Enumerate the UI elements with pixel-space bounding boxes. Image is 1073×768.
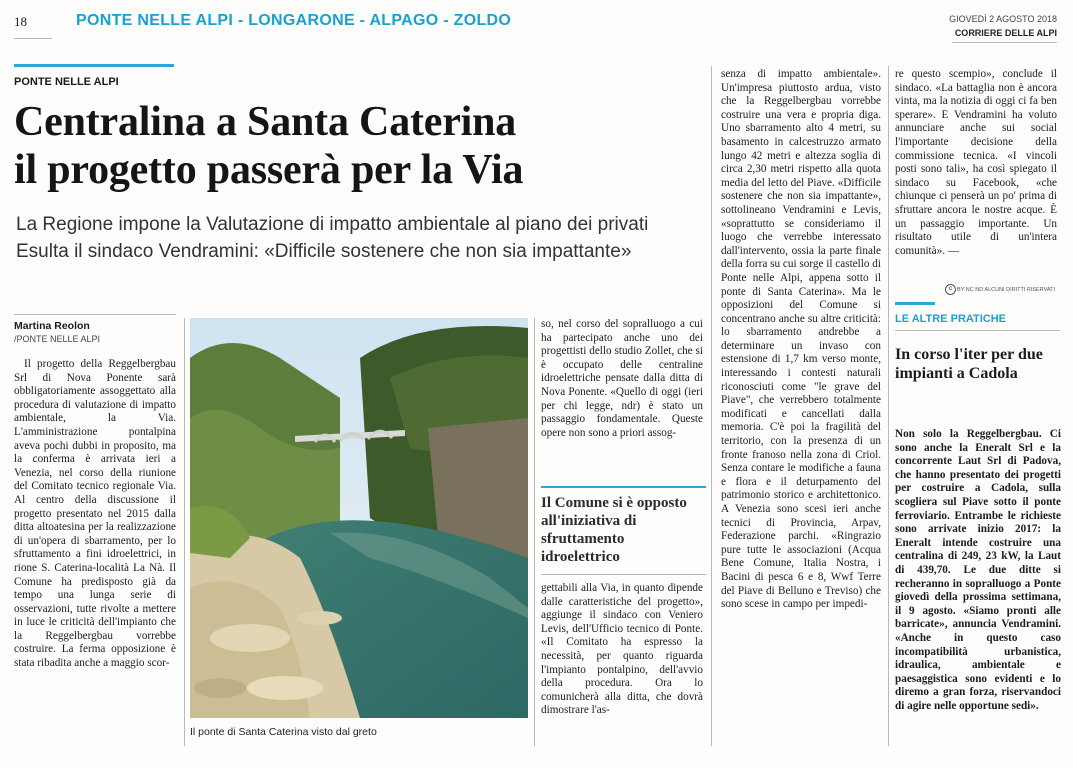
kicker-rule: [14, 64, 174, 67]
subhead-line-1: La Regione impone la Valutazione di impatto ambientale al piano dei privati: [16, 214, 649, 235]
header-rule-right: [952, 42, 1057, 43]
author-place: /PONTE NELLE ALPI: [14, 334, 101, 344]
column-divider: [711, 66, 712, 746]
author-name: Martina Reolon: [14, 320, 90, 332]
headline-line-2: il progetto passerà per la Via: [14, 147, 524, 193]
article-column-1: [14, 358, 176, 746]
byline-rule: [14, 314, 176, 315]
column-divider: [534, 318, 535, 746]
article-text: senza di impatto ambientale». Un'impresa piuttosto ardua, visto che la Reggelbergbau vorrebbe costruire una vera e propria diga. Uno sbarramento alto 4 metri, su basamento in calcestruzzo armato lungo 42 metri e altezza soglia di circa 2,30 metri rispetto alla quota media del letto del Piave. «Difficile sostenere che non sia impattante», sottolineano Vendramini e Levis, «soprattutto se consideriamo il luogo che verrebbe interessato dall'intervento, ossia la parte finale della forra su cui sorge il castello di Ponte nelle Alpi, appena sotto il ponte di Santa Caterina». Ma le opposizioni del Comune si concentrano anche su altre criticità: lo sbarramento andrebbe a determinare un invaso con estensione di 1,7 km verso monte, interessando i contesti naturali riconosciuti come "le grave del Piave", che verrebbero totalmente modificati e cancellati dalla memoria. C'è poi la fragilità del territorio, con la presenza di un fronte franoso nella zona di Criol. Senza contare le modifiche a fauna e flora e il deturpamento del patrimonio storico e architettonico. A Venezia sono scesi ieri anche tecnici di Provincia, Arpav, Federazione parchi. «Ringrazio pure tutte le associazioni (Acqua Bene Comune, Italia Nostra, i Bacini di pesca 6 e 8, Wwf Terre del Piave di Belluno e Treviso) che sono scese in campo per impedi-: [721, 68, 881, 611]
river-bridge-photo: [190, 318, 528, 718]
photo-caption: Il ponte di Santa Caterina visto dal greto: [190, 726, 377, 738]
article-column-5: [895, 68, 1057, 288]
sidebar-rule: [895, 302, 935, 305]
headline-line-1: Centralina a Santa Caterina: [14, 99, 517, 145]
article-text: Il progetto della Reggelbergbau Srl di Nova Ponente sarà obbligatoriamente assoggettato alla procedura di valutazione di impatto ambientale, la Via. L'amministrazione pontalpina aveva pochi dubbi in proposito, ma la conferma è arrivata ieri a Venezia, nel corso della riunione del Comitato tecnico regionale Via. Al centro della discussione il progetto presentato nel 2015 dalla ditta altoatesina per la realizzazione di un'opera di sbarramento, per lo sfruttamento a fini idroelettrici, in rione S. Caterina-località La Nà. Il Comune ha predisposto già da tempo una lunga serie di osservazioni, tutte rivolte a mettere in luce le criticità dell'impianto che la Reggelbergbau vorrebbe costruire. La ferma opposizione è stata ribadita anche a maggio scor-: [14, 358, 176, 670]
creative-commons-icon: c: [945, 284, 956, 295]
article-text: re questo scempio», conclude il sindaco. «La battaglia non è ancora vinta, ma la notizia di oggi ci fa ben sperare». E Vendramini ha voluto annunciare anche sui social l'importante decisione della commissione tecnica. «I vincoli posti sono tali», ha così spiegato il sindaco su Facebook, «che chiunque ci penserà un po' prima di sfruttare ancora le nostre acque. È un passaggio importante. Un risultato utile di un'intera comunità». —: [895, 68, 1057, 257]
article-text: so, nel corso del sopralluogo a cui ha partecipato anche uno dei progettisti dello studio Zollet, che si è occupato delle centraline idroelettriche pensate dalla ditta di Nova Ponente. «Quello di oggi (ieri per chi legge, ndr) è stato un passaggio fondamentale. Queste opere non sono a priori assog-: [541, 318, 703, 439]
article-kicker: PONTE NELLE ALPI: [14, 76, 119, 88]
column-divider: [888, 66, 889, 746]
subhead-line-2: Esulta il sindaco Vendramini: «Difficile sostenere che non sia impattante»: [16, 241, 632, 262]
pullquote-rule-bottom: [541, 574, 706, 575]
sidebar-label: LE ALTRE PRATICHE: [895, 313, 1007, 325]
article-column-3-continued: [541, 582, 703, 744]
pull-quote: Il Comune si è opposto all'iniziativa di sfruttamento idroelettrico: [541, 495, 687, 565]
pullquote-rule: [541, 486, 706, 488]
header-rule-left: [14, 38, 52, 39]
sidebar-label-rule: [895, 330, 1060, 331]
article-column-4: [721, 68, 881, 744]
page-number: 18: [14, 14, 27, 29]
column-divider: [184, 318, 185, 746]
newspaper-name: CORRIERE DELLE ALPI: [954, 28, 1057, 38]
sidebar-body: Non solo la Reggelbergbau. Ci sono anche la Eneralt Srl e la concorrente Laut Srl di Padova, che hanno presentato dei progetti per costruire a Cadola, sulla scogliera sul Piave sotto il ponte ferroviario. Entrambe le richieste sono arrivate inizio 2017: la Eneralt intende costruire una centralina di 249, 23 kW, la Laut di 439,70. Le due ditte si recheranno in sopralluogo a Ponte giovedì della prossima settimana, il 9 agosto. «Siamo pronti alle barricate», annuncia Vendramini. «Anche in questo caso incompatibilità urbanistica, idraulica, ambientale e paesaggistica sono evidenti e lo diremo a gran forza, riservandoci di agire nelle opportune sedi».: [895, 428, 1061, 712]
photo-image: [190, 318, 528, 718]
article-column-3: [541, 318, 703, 488]
license-credit: BY NC ND ALCUNI DIRITTI RISERVATI: [957, 287, 1055, 293]
article-text: gettabili alla Via, in quanto dipende dalle caratteristiche del progetto», aggiunge il sindaco con Veniero Levis, dell'Ufficio tecnico di Ponte. «Il Comitato ha espresso la necessità, per quanto riguarda l'impianto pontalpino, dell'avvio della procedura. Ora lo comunicherà alla ditta, che dovrà dimostrare l'as-: [541, 582, 703, 717]
section-header: PONTE NELLE ALPI - LONGARONE - ALPAGO - ZOLDO: [76, 12, 512, 29]
sidebar-title: In corso l'iter per due impianti a Cadola: [895, 346, 1043, 382]
issue-date: GIOVEDÌ 2 AGOSTO 2018: [949, 14, 1057, 24]
